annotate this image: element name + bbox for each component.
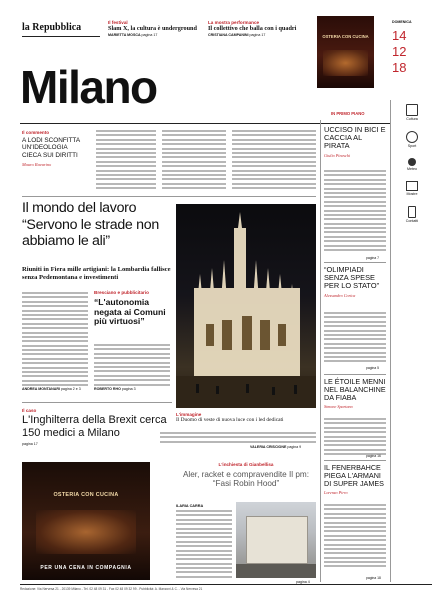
comment-body-1 <box>96 130 156 196</box>
rc-body-3 <box>324 418 386 458</box>
masthead-bottom-rule <box>20 123 390 124</box>
cathedral-illustration <box>176 204 316 408</box>
day-label: DOMENICA <box>392 20 412 24</box>
ad-table-shape <box>323 50 368 76</box>
rc-story-1-byline: Giulio Pineschi <box>324 152 351 158</box>
brexit-rule <box>22 402 172 403</box>
sidebar-rule <box>390 100 391 582</box>
rc-story-1[interactable] <box>324 126 386 158</box>
footer-rule <box>20 584 432 585</box>
building-shape <box>246 516 308 564</box>
comment-section: Il commento <box>22 130 50 135</box>
teaser-1-page: pagina 17 <box>141 33 158 37</box>
lead-deck: Riuniti in Fiera mille artigiani: la Lombardia fallisce senza Pedemontana e investimenti <box>22 266 171 281</box>
inquiry-byline: ILARIA CARRA <box>176 504 204 508</box>
teaser-2-kicker: La mostra performance <box>208 20 260 25</box>
date-year: 18 <box>392 60 407 75</box>
caption-kicker: L'immagine <box>176 412 202 417</box>
sidebar-item-label: Sport <box>407 144 417 148</box>
rc-story-3[interactable] <box>324 378 386 409</box>
brexit-section: Il caso <box>22 408 37 413</box>
rc-story-2-headline: “OLIMPIADI SENZA SPESE PER LO STATO” <box>324 265 380 291</box>
rc-rule-2 <box>324 374 386 375</box>
ad-osteria-bottom[interactable] <box>22 462 150 580</box>
ad-bottom-tagline: PER UNA CENA IN COMPAGNIA <box>40 565 132 571</box>
teaser-1[interactable] <box>108 20 204 37</box>
street-shape <box>236 564 316 578</box>
teaser-2[interactable] <box>208 20 312 37</box>
inquiry-headline: Aler, racket e compravendite Il pm: “Fasi Robin Hood” <box>182 470 310 489</box>
sidebar <box>392 104 432 223</box>
brexit-page: pagina 17 <box>22 441 38 446</box>
rc-rule-3 <box>324 460 386 461</box>
inquiry-kicker: L'inchiesta di Gianbellisa <box>218 462 274 467</box>
teaser-2-byline: CRISTIANA CAMPANINI <box>208 33 249 37</box>
sidebar-item-label: Contatti <box>405 219 419 223</box>
rc-story-3-headline: LE ÉTOILE MENNI NEL BALANCHINE DA FIABA <box>324 377 386 402</box>
sidebar-item-sport[interactable] <box>392 131 432 148</box>
rc-story-2-page: pagina 5 <box>366 366 380 370</box>
city-title: Milano <box>20 61 157 113</box>
teaser-1-title: Slam X, la cultura è underground <box>108 25 197 32</box>
lead-page: pagina 2 e 3 <box>60 387 81 391</box>
photo-byline: VALERIA CRISCIONE <box>250 445 287 449</box>
brexit-block[interactable] <box>22 408 172 446</box>
sidebar-item-label: Cultura <box>406 117 418 121</box>
lead-byline: ANDREA MONTANARI <box>22 387 60 391</box>
teaser-1-byline: MARIETTA MOSCA <box>108 33 141 37</box>
comment-body-2 <box>162 130 226 196</box>
box-headline: “L'autonomia negata ai Comuni più virtuosi” <box>94 297 166 327</box>
teaser-2-page: pagina 17 <box>249 33 266 37</box>
phone-icon <box>408 206 416 218</box>
teaser-2-title: Il collettivo che balla con i quadri <box>208 25 297 32</box>
sidebar-item-label: Mostre <box>406 192 418 196</box>
rc-story-1-page: pagina 7 <box>366 256 380 260</box>
date-day: 14 <box>392 28 407 43</box>
inquiry-page: pagina 4 <box>296 580 310 584</box>
sidebar-item-contatti[interactable] <box>392 206 432 223</box>
sidebar-item-label: Meteo <box>407 167 417 171</box>
inquiry-block[interactable] <box>176 462 316 488</box>
primo-piano-label: IN PRIMO PIANO <box>331 111 365 116</box>
comment-block[interactable] <box>22 130 86 167</box>
comment-rule <box>22 196 316 197</box>
footer-text: Redazione: Via Nervesa 21 - 20139 Milano - Tel. 02 48 09 31 - Fax 02 48 09 32 99 - Pubblicità: A. Manzoni & C. - Via Nervesa 21 <box>20 587 203 591</box>
ad-osteria-top-title: OSTERIA CON CUCINA <box>322 34 369 39</box>
rc-story-2[interactable] <box>324 266 386 298</box>
rc-story-3-byline: Simone Spartano <box>324 404 353 409</box>
rc-story-4-headline: IL FENERBAHCE PIEGA L'ARMANI DI SUPER JAMES <box>324 463 384 488</box>
box-page: pagina 3 <box>121 387 136 391</box>
sun-icon <box>408 158 416 166</box>
rc-body-2 <box>324 312 386 366</box>
ad-bottom-table <box>36 510 136 554</box>
comment-body-3 <box>232 130 316 196</box>
brexit-headline: L'Inghilterra della Brexit cerca 150 medici a Milano <box>22 414 167 439</box>
rc-story-4-page: pagina 18 <box>366 576 381 580</box>
duomo-photo[interactable] <box>176 204 316 408</box>
box-body <box>94 344 170 388</box>
rc-body-4 <box>324 504 386 574</box>
photo-page: pagina 9 <box>287 445 302 449</box>
inquiry-body <box>176 510 232 580</box>
masthead-rule <box>22 36 100 37</box>
frame-icon <box>406 181 418 191</box>
rc-body-1 <box>324 170 386 254</box>
teaser-1-kicker: Il festival <box>108 20 128 25</box>
ad-bottom-title: OSTERIA CON CUCINA <box>53 492 119 498</box>
rc-story-4[interactable] <box>324 464 386 495</box>
sidebar-item-mostre[interactable] <box>392 181 432 196</box>
rc-story-2-byline: Alessandro Corica <box>324 292 356 298</box>
ad-osteria-top[interactable] <box>317 16 374 88</box>
ball-icon <box>406 131 418 143</box>
sidebar-item-cultura[interactable] <box>392 104 432 121</box>
rc-story-4-byline: Lorenzo Pirro <box>324 490 348 495</box>
caption-body <box>160 432 316 446</box>
box-section: Bresciano e pubblicitario <box>94 290 149 295</box>
photo-caption <box>176 412 316 423</box>
comment-author: Mauro Ravarino <box>22 162 52 168</box>
building-icon <box>406 104 418 116</box>
date-month: 12 <box>392 44 407 59</box>
sidebar-item-meteo[interactable] <box>392 158 432 171</box>
lead-body <box>22 292 88 384</box>
paper-name: la Repubblica <box>22 22 82 33</box>
box-byline: ROBERTO RHO <box>94 387 121 391</box>
right-column-rule <box>320 120 321 582</box>
autonomia-box[interactable] <box>94 290 170 327</box>
rc-rule-1 <box>324 262 386 263</box>
comment-headline: A LODI SCONFITTA UN'IDEOLOGIA CIECA SUI DIRITTI <box>22 137 80 159</box>
lead-headline[interactable]: Il mondo del lavoro “Servono le strade non abbiamo le ali” <box>22 200 159 250</box>
rc-story-3-page: pagina 16 <box>366 454 381 458</box>
rc-story-1-headline: UCCISO IN BICI E CACCIA AL PIRATA <box>324 125 386 151</box>
inquiry-photo <box>236 502 316 578</box>
caption-text: Il Duomo di veste di nuova luce con i led dedicati <box>176 417 284 423</box>
